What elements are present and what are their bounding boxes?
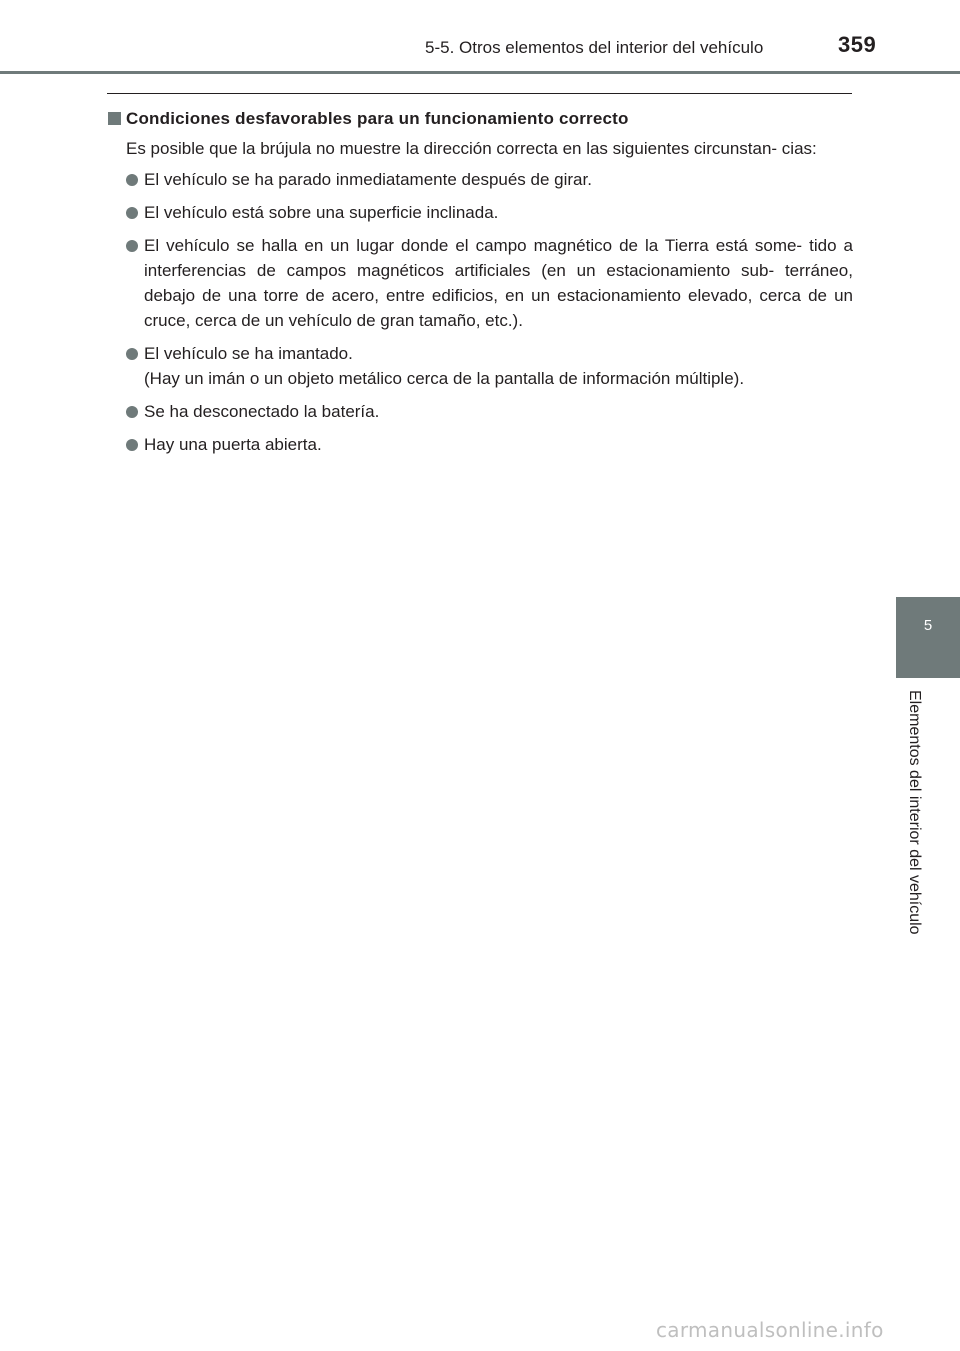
- conditions-list: [107, 167, 853, 457]
- chapter-tab: [896, 597, 960, 678]
- list-item: [107, 341, 853, 391]
- circle-bullet-icon: [126, 207, 138, 219]
- list-item-text: Se ha desconectado la batería.: [144, 402, 380, 421]
- list-item: [107, 399, 853, 424]
- list-item: [107, 167, 853, 192]
- list-item-text: El vehículo se ha parado inmediatamente después de girar.: [144, 170, 592, 189]
- list-item: [107, 432, 853, 457]
- section-unfavorable-conditions: [107, 108, 853, 465]
- circle-bullet-icon: [126, 174, 138, 186]
- list-item-text: El vehículo se ha imantado.: [144, 344, 353, 363]
- content-top-rule: [107, 93, 852, 94]
- square-bullet-icon: [108, 112, 121, 125]
- running-header-title: 5-5. Otros elementos del interior del vehículo: [425, 38, 764, 57]
- list-item: [107, 233, 853, 333]
- list-item-text: El vehículo se halla en un lugar donde el campo magnético de la Tierra está some- tido a interferencias de campos magnéticos artificiales (en un estacionamiento sub- terráneo, debajo de una torre de acero, entre edificios, en un estacionamiento elevado, cerca de un cruce, cerca de un vehículo de gran tamaño, etc.).: [144, 236, 853, 330]
- section-heading: [107, 108, 853, 130]
- chapter-side-label: Elementos del interior del vehículo: [906, 690, 923, 935]
- chapter-tab-number: 5: [923, 617, 933, 634]
- page-number: 359: [838, 32, 877, 57]
- circle-bullet-icon: [126, 348, 138, 360]
- section-intro: Es posible que la brújula no muestre la dirección correcta en las siguientes circunstan- cias:: [126, 139, 817, 158]
- circle-bullet-icon: [126, 439, 138, 451]
- list-item-subtext: (Hay un imán o un objeto metálico cerca de la pantalla de información múltiple).: [144, 369, 745, 388]
- list-item-text: Hay una puerta abierta.: [144, 435, 322, 454]
- watermark-text: carmanualsonline.info: [656, 1318, 884, 1342]
- list-item: [107, 200, 853, 225]
- section-heading-text: Condiciones desfavorables para un funcionamiento correcto: [126, 109, 629, 128]
- circle-bullet-icon: [126, 240, 138, 252]
- list-item-text: El vehículo está sobre una superficie inclinada.: [144, 203, 499, 222]
- header-rule: [0, 71, 960, 74]
- circle-bullet-icon: [126, 406, 138, 418]
